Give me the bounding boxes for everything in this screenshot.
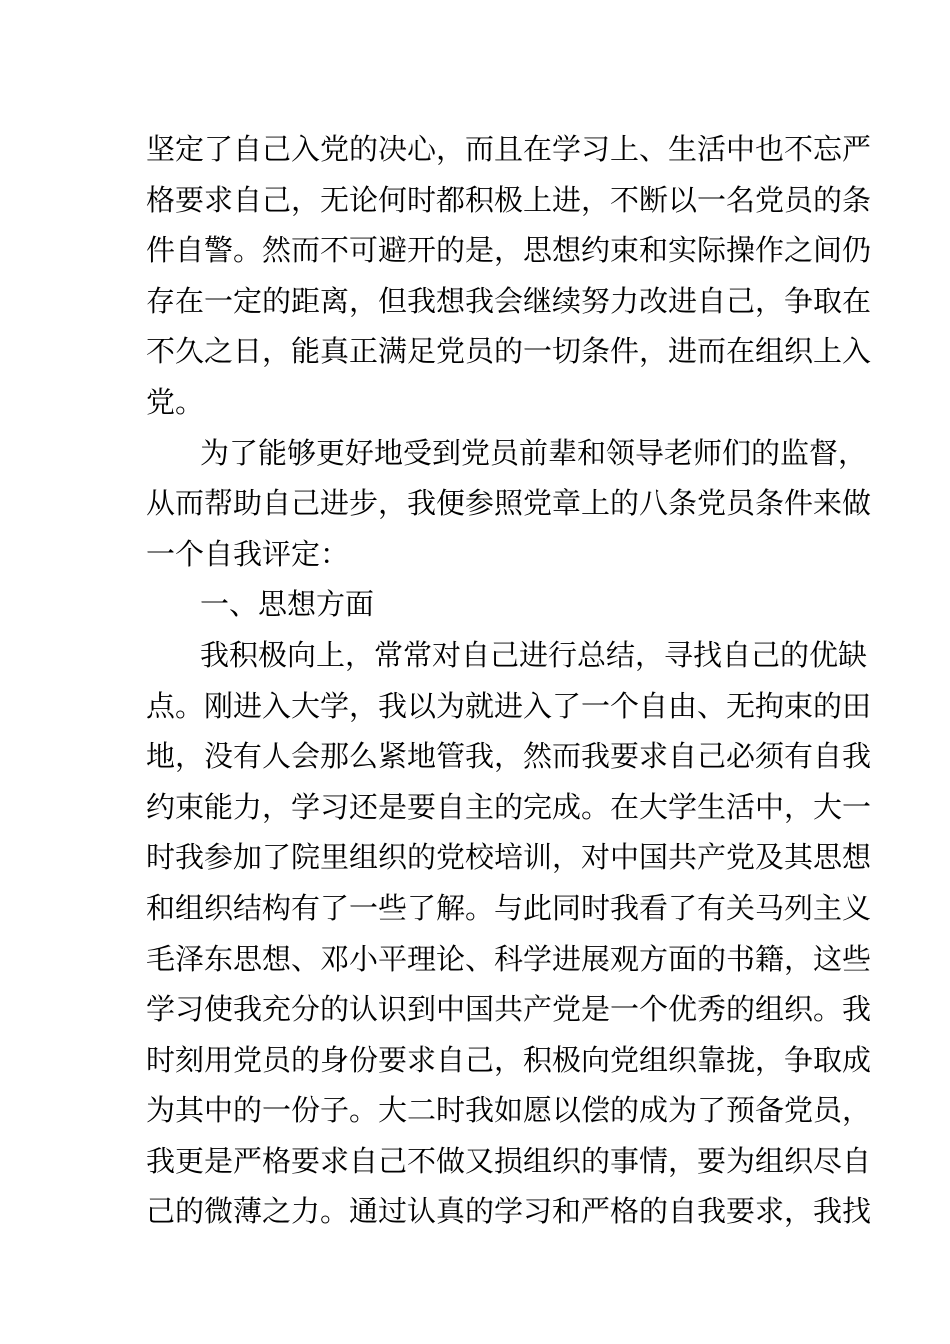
text-line: 从而帮助自己进步，我便参照党章上的八条党员条件来做 xyxy=(146,486,872,521)
text-line: 点。刚进入大学，我以为就进入了一个自由、无拘束的田 xyxy=(146,688,872,723)
text-line: 我更是严格要求自己不做又损组织的事情，要为组织尽自 xyxy=(146,1143,872,1178)
paragraph-first-line: 我积极向上，常常对自己进行总结，寻找自己的优缺 xyxy=(200,637,868,672)
body-text xyxy=(146,124,872,1237)
paragraph-first-line: 为了能够更好地受到党员前辈和领导老师们的监督， xyxy=(200,435,868,470)
text-line: 学习使我充分的认识到中国共产党是一个优秀的组织。我 xyxy=(146,992,872,1027)
text-line: 为其中的一份子。大二时我如愿以偿的成为了预备党员， xyxy=(146,1093,872,1128)
text-line: 党。 xyxy=(146,384,205,419)
text-line: 地，没有人会那么紧地管我，然而我要求自己必须有自我 xyxy=(146,739,872,774)
text-line: 格要求自己，无论何时都积极上进，不断以一名党员的条 xyxy=(146,182,872,217)
text-line: 存在一定的距离，但我想我会继续努力改进自己，争取在 xyxy=(146,283,872,318)
text-line: 约束能力，学习还是要自主的完成。在大学生活中，大一 xyxy=(146,789,872,824)
section-heading: 一、思想方面 xyxy=(200,587,375,622)
text-line: 件自警。然而不可避开的是，思想约束和实际操作之间仍 xyxy=(146,233,872,268)
text-line: 一个自我评定： xyxy=(146,536,350,571)
text-line: 坚定了自己入党的决心，而且在学习上、生活中也不忘严 xyxy=(146,132,872,166)
text-line: 时我参加了院里组织的党校培训，对中国共产党及其思想 xyxy=(146,840,872,875)
text-line: 时刻用党员的身份要求自己，积极向党组织靠拢，争取成 xyxy=(146,1042,872,1077)
text-line: 己的微薄之力。通过认真的学习和严格的自我要求，我找 xyxy=(146,1194,872,1229)
text-line: 毛泽东思想、邓小平理论、科学进展观方面的书籍，这些 xyxy=(146,941,872,976)
text-line: 不久之日，能真正满足党员的一切条件，进而在组织上入 xyxy=(146,334,872,369)
text-line: 和组织结构有了一些了解。与此同时我看了有关马列主义 xyxy=(146,890,872,925)
